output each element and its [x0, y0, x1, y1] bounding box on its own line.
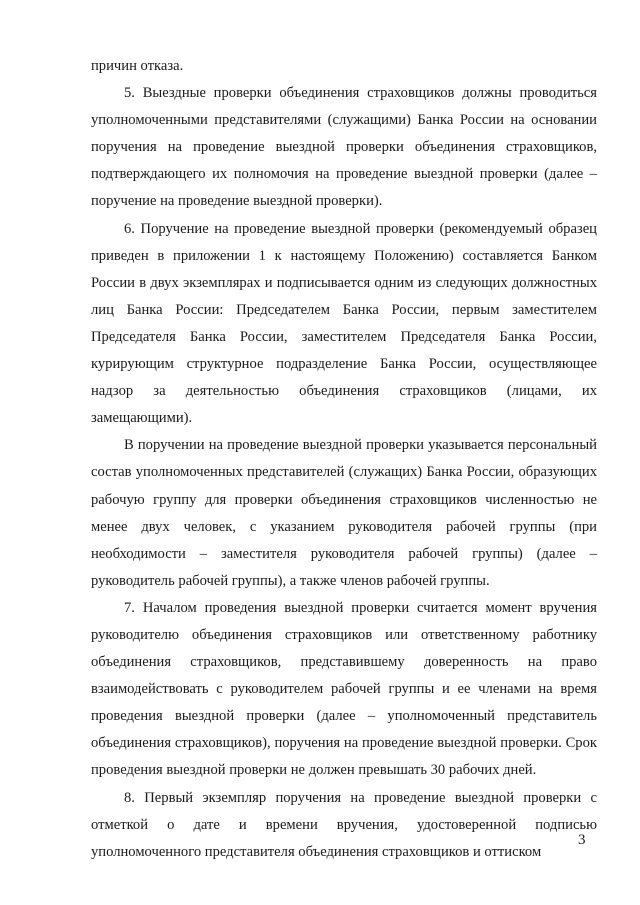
- document-body: [91, 53, 597, 866]
- paragraph-6: 6. Поручение на проведение выездной проверки (рекомендуемый образец приведен в приложении 1 к настоящему Положению) составляется Банком России в двух экземплярах и подписывается одним из следующих должностных лиц Банка России: Председателем Банка России, первым заместителем Председателя Банка России, заместителем Председателя Банка России, курирующим структурное подразделение Банка России, осуществляющее надзор за деятельностью объединения страховщиков (лицами, их замещающими).: [91, 220, 597, 427]
- paragraph-6-continued: В поручении на проведение выездной проверки указывается персональный состав уполномоченных представителей (служащих) Банка России, образующих рабочую группу для проверки объединения страховщиков численностью не менее двух человек, с указанием руководителя рабочей группы (при необходимости – заместителя руководителя рабочей группы) (далее – руководитель рабочей группы), а также членов рабочей группы.: [91, 437, 597, 589]
- paragraph-continuation: причин отказа.: [91, 58, 184, 74]
- paragraph-8: 8. Первый экземпляр поручения на проведение выездной проверки с отметкой о дате и времени вручения, удостоверенной подписью уполномоченного представителя объединения страховщиков и оттиском: [91, 789, 597, 860]
- paragraph-7: 7. Началом проведения выездной проверки считается момент вручения руководителю объединения страховщиков или ответственному работнику объединения страховщиков, представившему доверенность на право взаимодействовать с руководителем рабочей группы и ее членами на время проведения выездной проверки (далее – уполномоченный представитель объединения страховщиков), поручения на проведение выездной проверки. Срок проведения выездной проверки не должен превышать 30 рабочих дней.: [91, 599, 597, 779]
- page-number: 3: [578, 832, 586, 848]
- paragraph-5: 5. Выездные проверки объединения страховщиков должны проводиться уполномоченными представителями (служащими) Банка России на основании поручения на проведение выездной проверки объединения страховщиков, подтверждающего их полномочия на проведение выездной проверки (далее – поручение на проведение выездной проверки).: [91, 85, 597, 210]
